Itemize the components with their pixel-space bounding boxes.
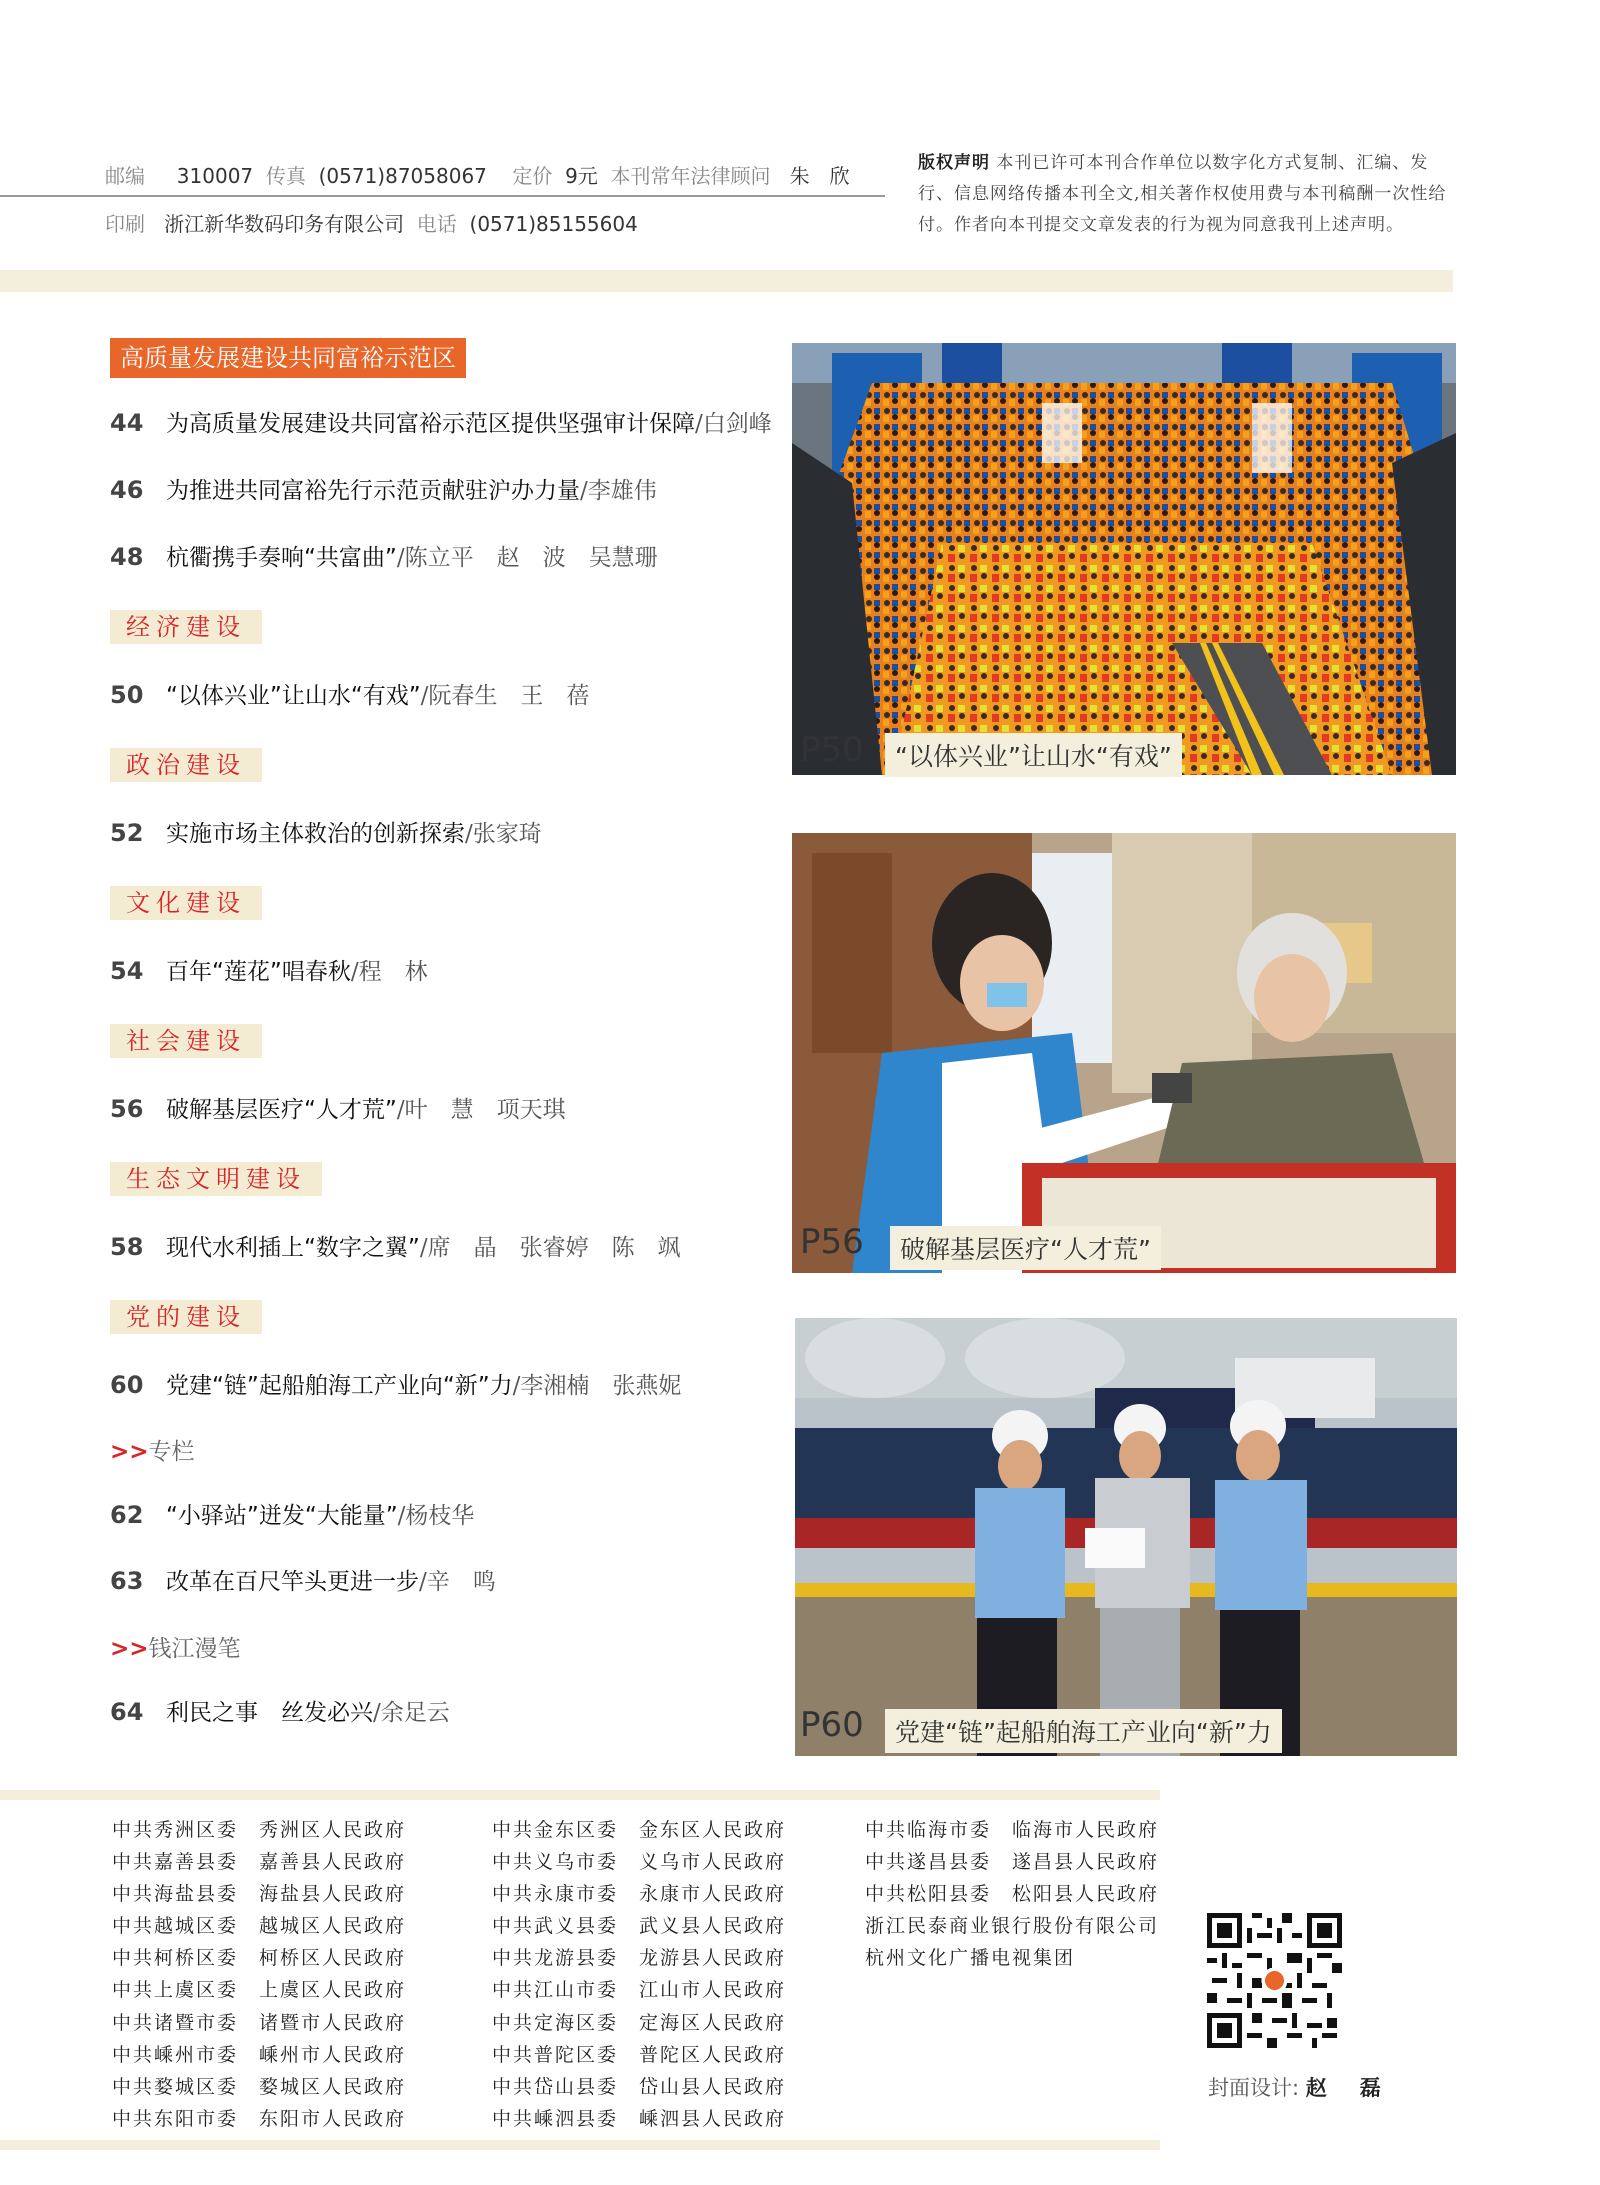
entry-author: /余足云: [373, 1700, 450, 1726]
cover-design-credit: [1208, 2072, 1387, 2102]
sponsor-line: 中共嘉善县委 嘉善县人民政府: [112, 1851, 407, 1874]
column-label: 专栏: [148, 1439, 195, 1465]
clinic-image: [792, 833, 1456, 1273]
entry-author: /叶 慧 项天琪: [396, 1097, 566, 1123]
marathon-photo[interactable]: [792, 343, 1456, 775]
copyright-label: 版权声明: [918, 153, 990, 173]
toc-entry[interactable]: [110, 680, 589, 711]
entry-author: /李雄伟: [580, 478, 657, 504]
toc-entry[interactable]: [110, 1566, 496, 1597]
sponsor-line: 中共金东区委 金东区人民政府: [492, 1819, 787, 1841]
entry-title: 杭衢携手奏响“共富曲”: [166, 545, 397, 571]
section-society: 社会建设: [110, 1024, 262, 1058]
toc-entry[interactable]: [110, 1370, 681, 1401]
entry-page: 44: [110, 409, 144, 437]
toc-entry[interactable]: [110, 1500, 474, 1531]
designer-name: 赵 磊: [1305, 2075, 1387, 2100]
sponsor-line: 中共嵊州市委 嵊州市人民政府: [112, 2043, 407, 2066]
section-party: 党的建设: [110, 1300, 262, 1334]
section-culture: 文化建设: [110, 886, 262, 920]
entry-title: 为推进共同富裕先行示范贡献驻沪办力量: [166, 478, 580, 504]
entry-page: 62: [110, 1501, 144, 1529]
section-ecology: 生态文明建设: [110, 1162, 322, 1196]
phone-label: 电话: [416, 212, 457, 236]
sponsor-line: 中共临海市委 临海市人民政府: [865, 1819, 1160, 1841]
fax-label: 传真: [265, 164, 306, 188]
sponsor-line: 中共义乌市委 义乌市人民政府: [492, 1851, 787, 1874]
toc-entry[interactable]: [110, 1697, 450, 1728]
clinic-photo[interactable]: [792, 833, 1456, 1273]
price-label: 定价: [512, 164, 553, 188]
chevron-right-icon: >>: [110, 1636, 149, 1662]
sponsor-line: 中共普陀区委 普陀区人民政府: [492, 2043, 787, 2066]
printer: 浙江新华数码印务有限公司: [164, 212, 405, 236]
postcode-label: 邮编: [105, 164, 145, 188]
entry-author: /杨枝华: [397, 1503, 475, 1529]
entry-page: 60: [110, 1371, 144, 1399]
sponsor-line: 中共东阳市委 东阳市人民政府: [112, 2107, 407, 2130]
entry-author: /席 晶 张睿婷 陈 飒: [419, 1235, 681, 1261]
legal-advisor: 朱 欣: [789, 164, 850, 188]
sponsor-line: 中共秀洲区委 秀洲区人民政府: [112, 1819, 407, 1841]
sponsor-column-1: [112, 1814, 406, 2135]
header-divider: [0, 195, 885, 197]
sponsor-line: 中共松阳县委 松阳县人民政府: [865, 1883, 1160, 1906]
entry-page: 64: [110, 1698, 144, 1726]
toc-entry[interactable]: [110, 1232, 681, 1263]
sponsor-line: 中共遂昌县委 遂昌县人民政府: [865, 1851, 1160, 1874]
column-label: 钱江漫笔: [148, 1636, 241, 1662]
entry-title: 改革在百尺竿头更进一步: [166, 1569, 419, 1595]
entry-page: 48: [110, 543, 144, 571]
sponsor-line: 中共龙游县委 龙游县人民政府: [492, 1947, 787, 1970]
entry-title: 实施市场主体救治的创新探索: [166, 821, 465, 847]
entry-title: 党建“链”起船舶海工产业向“新”力: [166, 1373, 513, 1399]
sponsor-line: 中共永康市委 永康市人民政府: [492, 1883, 787, 1906]
sponsor-line: 中共江山市委 江山市人民政府: [492, 1979, 787, 2002]
shipyard-image: [795, 1318, 1457, 1756]
phone: (0571)85155604: [469, 212, 638, 236]
entry-author: /陈立平 赵 波 吴慧珊: [396, 545, 658, 571]
copyright-notice: [918, 148, 1453, 241]
qr-code[interactable]: [1207, 1913, 1342, 2048]
entry-title: “以体兴业”让山水“有戏”: [166, 683, 421, 709]
section-main: 高质量发展建设共同富裕示范区: [110, 338, 466, 378]
entry-title: 百年“莲花”唱春秋: [166, 959, 351, 985]
header-band: [0, 270, 1453, 292]
copyright-text: 本刊已许可本刊合作单位以数字化方式复制、汇编、发行、信息网络传播本刊全文,相关著作权使用费与本刊稿酬一次性给付。作者向本刊提交文章发表的行为视为同意我刊上述声明。: [918, 153, 1447, 235]
shipyard-photo[interactable]: [795, 1318, 1457, 1756]
entry-title: 为高质量发展建设共同富裕示范区提供坚强审计保障: [166, 411, 695, 437]
entry-title: 破解基层医疗“人才荒”: [166, 1097, 397, 1123]
entry-author: /李湘楠 张燕妮: [512, 1373, 682, 1399]
sponsor-line: 中共海盐县委 海盐县人民政府: [112, 1883, 407, 1906]
photo-caption-p50: “以体兴业”让山水“有戏”: [885, 733, 1182, 777]
print-label: 印刷: [105, 212, 145, 236]
column-header-essay: [110, 1630, 241, 1663]
legal-label: 本刊常年法律顾问: [610, 164, 771, 188]
sponsor-line: 中共婺城区委 婺城区人民政府: [112, 2075, 407, 2098]
photo-page-p56: P56: [800, 1222, 864, 1262]
photo-page-p60: P60: [800, 1705, 864, 1745]
entry-author: /白剑峰: [695, 411, 772, 437]
entry-page: 50: [110, 681, 144, 709]
entry-author: /阮春生 王 蓓: [420, 683, 590, 709]
header-line-1: [105, 160, 850, 189]
entry-page: 56: [110, 1095, 144, 1123]
sponsor-column-3: [865, 1814, 1159, 1974]
marathon-image: [792, 343, 1456, 775]
sponsor-line: 中共武义县委 武义县人民政府: [492, 1915, 787, 1938]
section-politics: 政治建设: [110, 748, 262, 782]
sponsor-line: 中共上虞区委 上虞区人民政府: [112, 1979, 407, 2002]
sponsor-line: 中共越城区委 越城区人民政府: [112, 1915, 407, 1938]
column-header-special: [110, 1433, 195, 1466]
sponsor-line: 中共诸暨市委 诸暨市人民政府: [112, 2011, 407, 2034]
entry-page: 58: [110, 1233, 144, 1261]
sponsor-band-top: [0, 1790, 1160, 1800]
sponsor-line: 中共定海区委 定海区人民政府: [492, 2011, 787, 2034]
entry-page: 63: [110, 1567, 144, 1595]
entry-page: 54: [110, 957, 144, 985]
toc-entry[interactable]: [110, 408, 772, 439]
qr-code-icon: [1207, 1913, 1342, 2048]
toc-entry[interactable]: [110, 956, 428, 987]
photo-page-p50: P50: [800, 730, 864, 770]
photo-caption-p56: 破解基层医疗“人才荒”: [890, 1226, 1161, 1270]
sponsor-line: 中共嵊泗县委 嵊泗县人民政府: [492, 2107, 787, 2130]
entry-title: 现代水利插上“数字之翼”: [166, 1235, 420, 1261]
postcode: 310007: [176, 164, 254, 188]
entry-author: /辛 鸣: [419, 1569, 496, 1595]
fax: (0571)87058067: [318, 164, 487, 188]
sponsor-line: 中共柯桥区委 柯桥区人民政府: [112, 1947, 407, 1970]
toc-entry[interactable]: [110, 542, 658, 573]
sponsor-line: 杭州文化广播电视集团: [865, 1947, 1076, 1970]
sponsor-line: 中共岱山县委 岱山县人民政府: [492, 2075, 787, 2098]
entry-title: “小驿站”迸发“大能量”: [166, 1503, 398, 1529]
price: 9元: [565, 164, 598, 188]
entry-page: 52: [110, 819, 144, 847]
toc-entry[interactable]: [110, 475, 657, 506]
header-line-2: [105, 208, 638, 237]
chevron-right-icon: >>: [110, 1439, 149, 1465]
sponsor-band-bottom: [0, 2140, 1160, 2150]
photo-caption-p60: 党建“链”起船舶海工产业向“新”力: [885, 1709, 1282, 1753]
entry-author: /张家琦: [465, 821, 542, 847]
entry-title: 利民之事 丝发必兴: [166, 1700, 373, 1726]
toc-entry[interactable]: [110, 1094, 566, 1125]
section-economy: 经济建设: [110, 610, 262, 644]
entry-page: 46: [110, 476, 144, 504]
design-label: 封面设计:: [1208, 2076, 1300, 2100]
toc-entry[interactable]: [110, 818, 542, 849]
sponsor-line: 浙江民泰商业银行股份有限公司: [865, 1915, 1160, 1938]
sponsor-column-2: [492, 1814, 786, 2135]
entry-author: /程 林: [350, 959, 428, 985]
